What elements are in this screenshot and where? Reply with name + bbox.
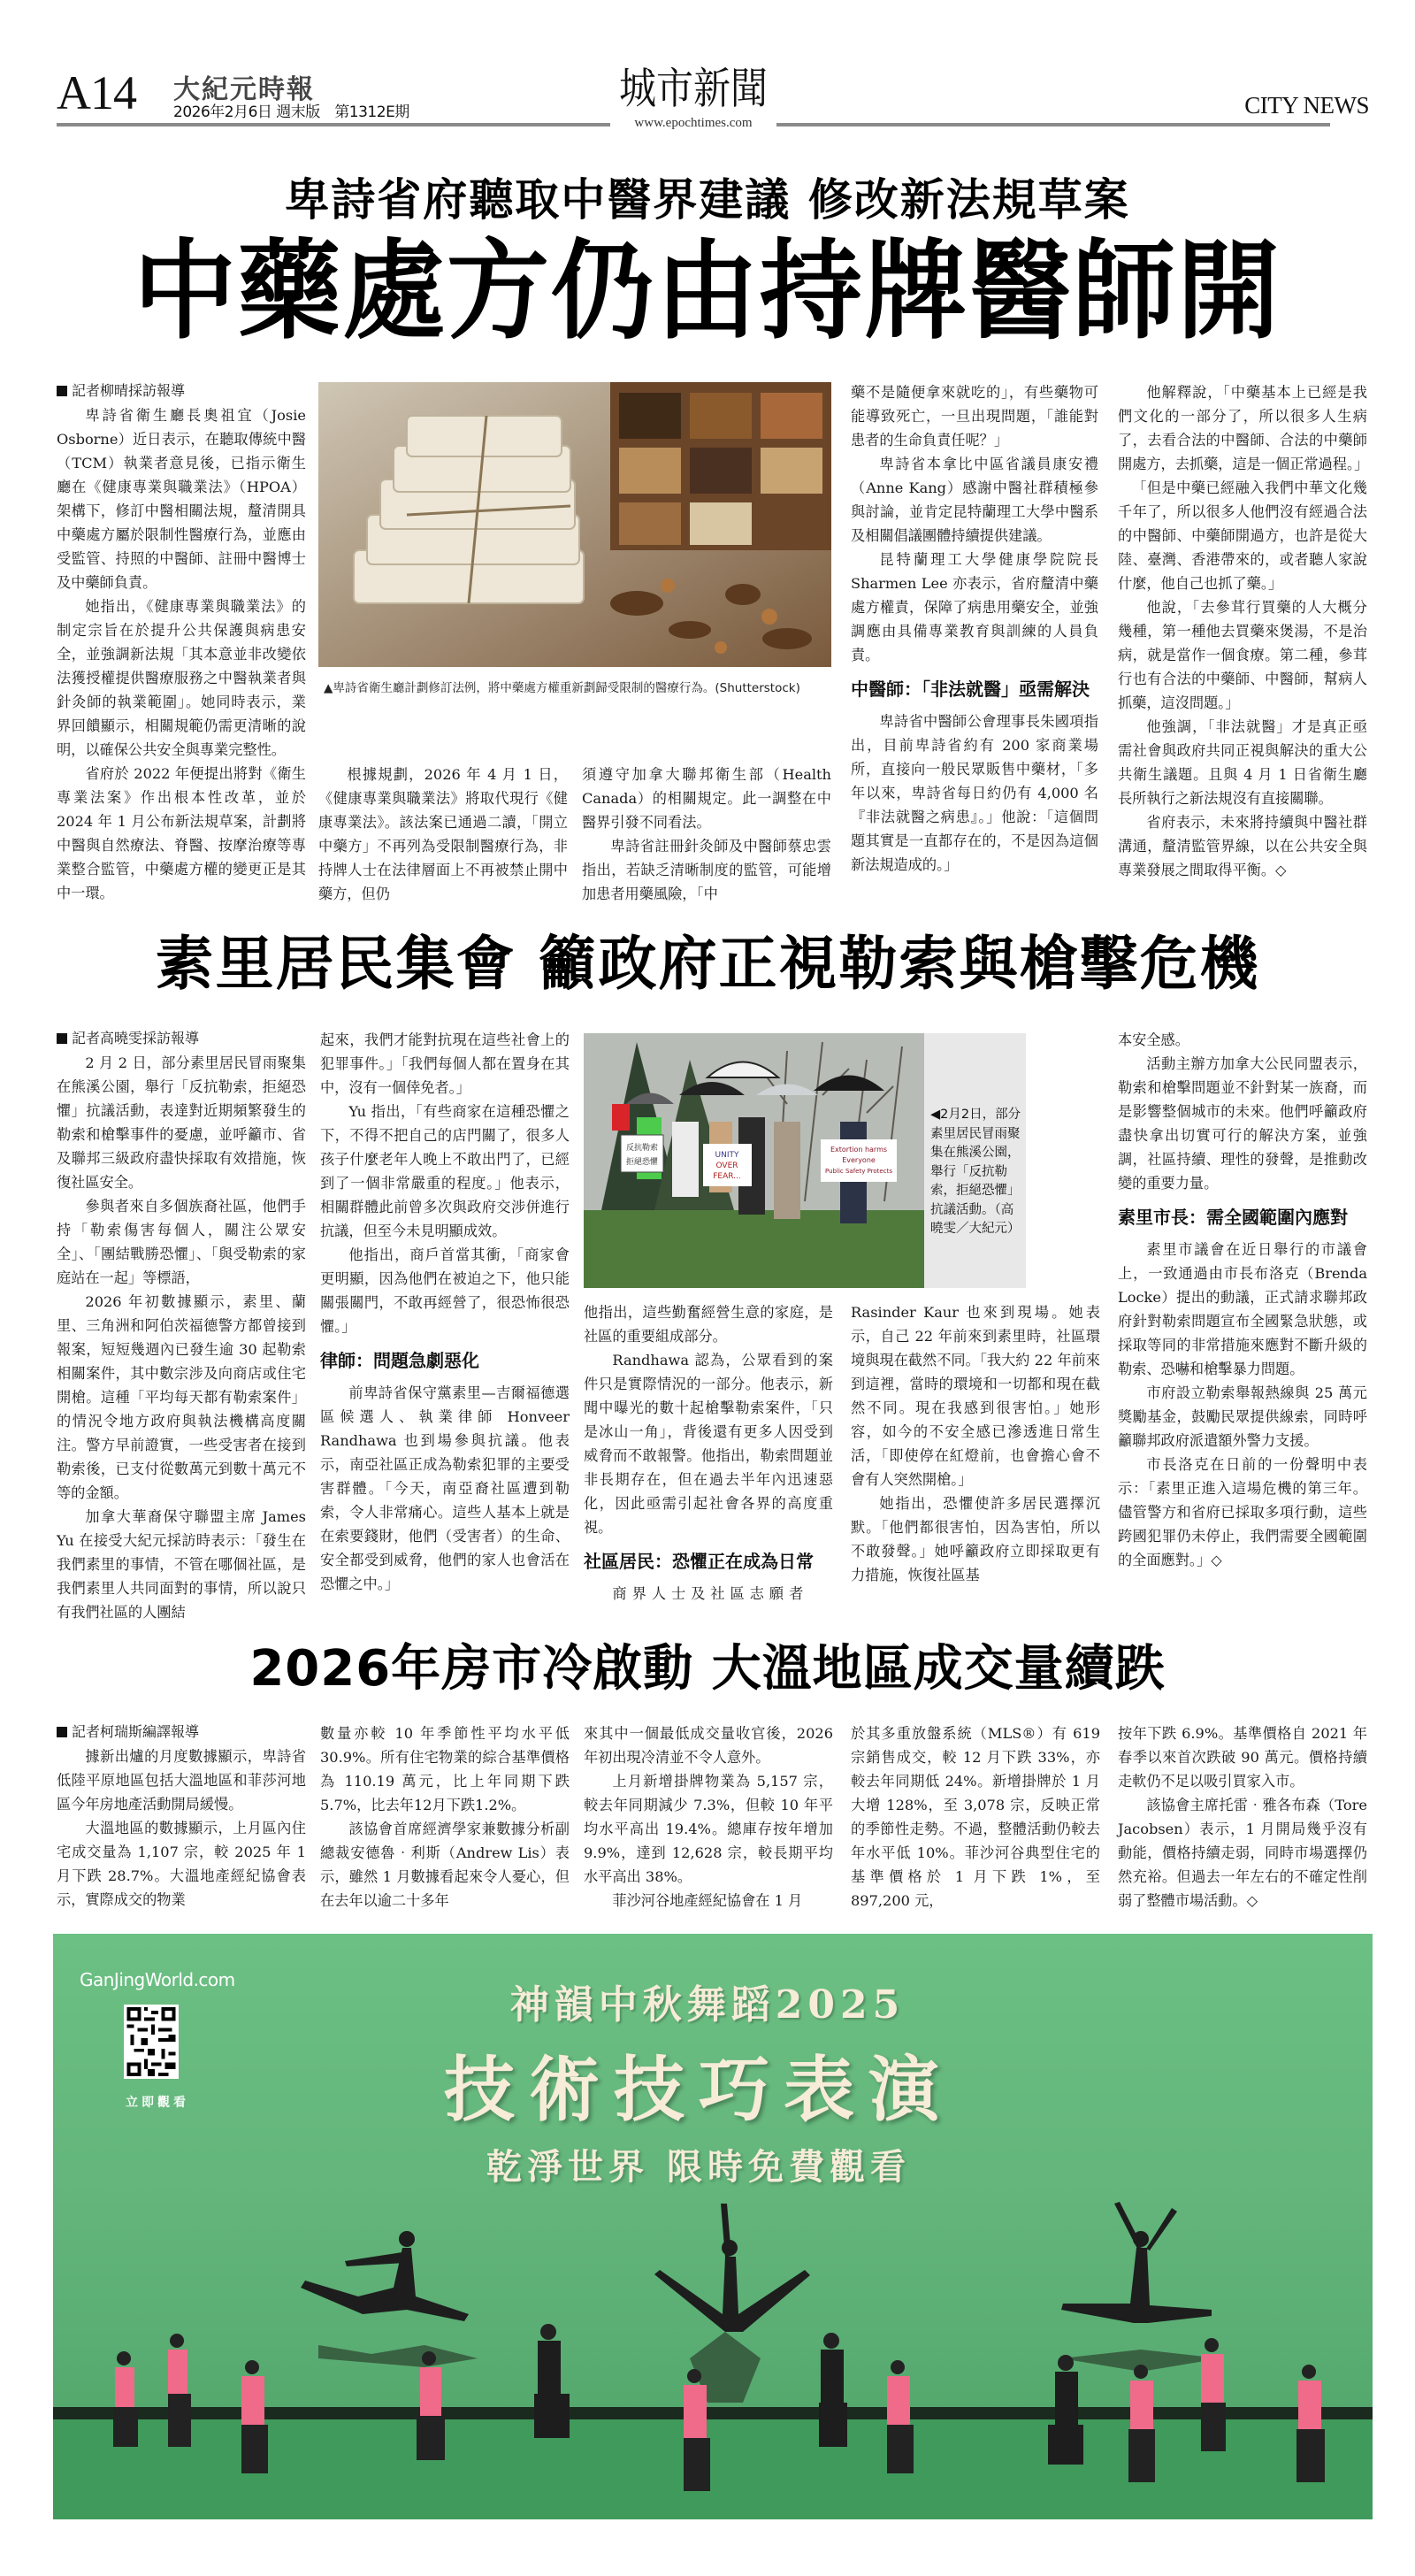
rally-umbrellas-image [584,1033,924,1288]
paragraph: 商界人士及社區志願者 [612,1585,809,1602]
article2-column-4 [851,1300,1100,1587]
paragraph: 根據規劃，2026 年 4 月 1 日，《健康專業與職業法》將取代現行《健康專業法》。該法案已通過二讀，「開立中藥方」不再列為受限制醫療行為，非持牌人士在法律層面上不再被禁止開中藥方，但仍 [318,766,568,902]
svg-text:UNITY: UNITY [715,1151,739,1160]
article2-subhead-lawyer: 律師：問題急劇惡化 [320,1350,479,1371]
svg-text:拒絕恐懼: 拒絕恐懼 [625,1158,659,1167]
paragraph: 菲沙河谷地產經紀協會在 1 月 [612,1892,803,1909]
article1-column-2 [318,763,568,906]
article1-subhead: 中醫師：「非法就醫」亟需解決 [851,678,1090,700]
paragraph: 該協會首席經濟學家兼數據分析副總裁安德魯‧利斯（Andrew Lis）表示，雖然 1 月數據看起來令人憂心，但在去年以逾二十多年 [320,1821,570,1909]
article1-photo [318,382,831,667]
paragraph: 昆特蘭理工大學健康學院院長 Sharmen Lee 亦表示，省府釐清中藥處方權責，保障了病患用藥安全，並強調應由具備專業教育與訓練的人員負責。 [851,551,1098,663]
ad-watch-now-label[interactable]: 立即觀看 [126,2096,189,2110]
article1-headline: 中藥處方仍由持牌醫師開 [134,228,1281,355]
svg-text:Extortion harms: Extortion harms [830,1146,888,1154]
ad-site-link[interactable]: GanJingWorld.com [80,1969,235,1990]
dancers-stage-image [53,2199,1373,2519]
section-title-english: CITY NEWS [1244,92,1369,119]
svg-text:反抗勒索: 反抗勒索 [625,1144,659,1153]
paragraph: 省府於 2022 年便提出將對《衛生專業法案》作出根本性改革，並於 2024 年 1 月公布新法規草案，計劃將中醫與自然療法、脊醫、按摩治療等專業整合監管，中藥處方權的變更正是其中一環。 [57,765,306,901]
article1-column-1 [57,380,306,905]
article3-column-5 [1118,1721,1367,1913]
paragraph: 須遵守加拿大聯邦衛生部（Health Canada）的相關規定。此一調整在中醫界引發不同看法。 [582,766,831,831]
article2-column-1 [57,1028,306,1624]
article3-column-2 [320,1721,570,1913]
paragraph: 加拿大華裔保守聯盟主席 James Yu 在接受大紀元採訪時表示：「發生在我們素里的事情，不管在哪個社區，是我們素里人共同面對的事情，所以說只有我們社區的人團結 [57,1508,306,1621]
paragraph: 市府設立勒索舉報熱線與 25 萬元獎勵基金，鼓勵民眾提供線索，同時呼籲聯邦政府派遣額外警力支援。 [1118,1384,1367,1449]
paragraph: 素里市議會在近日舉行的市議會上，一致通過由市長布洛克（Brenda Locke）提出的動議，正式請求聯邦政府針對勒索問題宣布全國緊急狀態，或採取等同的非常措施來應對不斷升級的勒索、恐嚇和槍擊暴力問題。 [1118,1241,1367,1377]
article1-photo-caption: ▲卑詩省衛生廳計劃修訂法例，將中藥處方權重新劃歸受限制的醫療行為。(Shutterstock) [324,681,800,695]
page-number: A14 [57,66,136,119]
paper-name-logo: 大紀元時報 [173,74,315,105]
paragraph: 2026 年初數據顯示，素里、蘭里、三角洲和阿伯茨福德警方都曾接到報案，短短幾週內已發生逾 30 起勒索相關案件，其中數宗涉及向商店或住宅開槍。這種「平均每天都有勒索案件」的情況令地方政府與執法機構高度關注。警方早前證實，一些受害者在接到勒索後，已支付從數萬元到數十萬元不等的金額。 [57,1293,306,1501]
advertisement-banner[interactable] [53,1934,1373,2519]
svg-text:Everyone: Everyone [842,1156,876,1164]
paragraph: 大溫地區的數據顯示，上月區內住宅成交量為 1,107 宗，較 2025 年 1 月下跌 28.7%。大溫地產經紀協會表示，實際成交的物業 [57,1820,306,1908]
paragraph: 他解釋說，「中藥基本上已經是我們文化的一部分了，所以很多人生病了，去看合法的中醫師、合法的中藥師開處方，去抓藥，這是一個正常過程。」 [1118,384,1369,472]
paragraph: 他指出，這些勤奮經營生意的家庭，是社區的重要組成部分。 [584,1304,833,1345]
article3-column-3 [584,1721,833,1913]
paragraph: 按年下跌 6.9%。基準價格自 2021 年春季以來首次跌破 90 萬元。價格持續走軟仍不足以吸引買家入市。 [1118,1725,1367,1790]
ad-title-line: 神韻中秋舞蹈2025 [509,1982,906,2028]
paragraph: 他強調，「非法就醫」才是真正亟需社會與政府共同正視與解決的重大公共衛生議題。且與 4 月 1 日省衛生廳長所執行之新法規沒有直接關聯。 [1118,718,1367,807]
paragraph: 據新出爐的月度數據顯示，卑詩省低陸平原地區包括大溫地區和菲莎河地區今年房地產活動開局緩慢。 [57,1748,306,1813]
paragraph: 卑詩省中醫師公會理事長朱國項指出，目前卑詩省約有 200 家商業場所，直接向一般民眾販售中藥材，「多年以來，卑詩省每日約仍有 4,000 名『非法就醫之病患』。」他說：「這個問題其實是一直都存在的，不是因為這個新法規造成的。」 [851,713,1098,873]
paragraph: 活動主辦方加拿大公民同盟表示，勒索和槍擊問題並不針對某一族裔，而是影響整個城市的未來。他們呼籲政府盡快拿出切實可行的解決方案，並強調，社區持續、理性的發聲，是推動改變的重要力量。 [1118,1055,1367,1192]
paragraph: 參與者來自多個族裔社區，他們手持「勒索傷害每個人，關注公眾安全」、「團結戰勝恐懼」、「與受勒索的家庭站在一起」等標語， [57,1198,306,1286]
article2-column-3 [584,1300,833,1606]
section-title: 城市新聞 [619,63,769,114]
article2-subhead-residents: 社區居民：恐懼正在成為日常 [584,1551,814,1572]
paragraph: 來其中一個最低成交量收官後，2026年初出現冷清並不令人意外。 [584,1725,833,1766]
svg-text:Public Safety Protects: Public Safety Protects [825,1168,892,1175]
paragraph: 省府表示，未來將持續與中醫社群溝通，釐清監管界線，以在公共安全與專業發展之間取得平衡。◇ [1118,814,1367,878]
article3-headline: 2026年房市冷啟動 大溫地區成交量續跌 [249,1640,1166,1698]
site-url[interactable]: www.epochtimes.com [610,116,776,131]
herb-packets-image [318,382,831,667]
article1-column-5 [1118,380,1367,882]
article2-byline: 記者高曉雯採訪報導 [57,1028,306,1049]
paragraph: 該協會主席托雷‧雅各布森（Tore Jacobsen）表示，1 月開局幾乎沒有動能，價格持續走弱，同時市場選擇仍然充裕。但過去一年左右的不確定性削弱了整體市場活動。◇ [1118,1797,1367,1909]
paragraph: Yu 指出，「有些商家在這種恐懼之下，不得不把自己的店門關了，很多人孩子什麼老年人晚上不敢出門了，已經到了一個非常嚴重的程度。」他表示，相關群體此前曾多次與政府交涉併進行抗議，但至今未見明顯成效。 [320,1103,570,1239]
qr-code-icon[interactable] [124,2005,179,2079]
square-bullet-icon [57,1727,67,1737]
paragraph: 2 月 2 日，部分素里居民冒雨聚集在熊溪公園，舉行「反抗勒索，拒絕恐懼」抗議活動，表達對近期頻繁發生的勒索和槍擊事件的憂慮，並呼籲市、省及聯邦三級政府盡快採取有效措施，恢復社區安全。 [57,1054,306,1191]
square-bullet-icon [57,386,67,396]
paragraph: 前卑詩省保守黨素里—吉爾福德選區候選人、執業律師 Honveer Randhawa 也到場參與抗議。他表示，南亞社區正成為勒索犯罪的主要受害群體。「今天，南亞裔社區遭到勒索，令人非常痛心。這些人基本上就是在索要錢財，他們（受害者）的生命、安全都受到威脅，他們的家人也會活在恐懼之中。」 [320,1384,570,1592]
article2-column-2 [320,1028,570,1596]
article2-headline: 素里居民集會 籲政府正視勒索與槍擊危機 [155,930,1260,998]
paragraph: 上月新增掛牌物業為 5,157 宗，較去年同期減少 7.3%，但較 10 年平均水平高出 19.4%。總庫存按年增加 9.9%，達到 12,628 宗，較長期平均水平高出 38%。 [584,1773,833,1885]
paragraph: 「但是中藥已經融入我們中華文化幾千年了，所以很多人他們沒有經過合法的中醫師、中藥師開過方，也許是從大陸、臺灣、香港帶來的，或者聽人家說什麼，他自己也抓了藥。」 [1118,479,1367,592]
svg-text:FEAR...: FEAR... [713,1172,741,1181]
article1-kicker: 卑詩省府聽取中醫界建議 修改新法規草案 [285,174,1130,226]
issue-date-line: 2026年2月6日 週末版 第1312E期 [173,104,409,121]
paragraph: 他指出，商戶首當其衝，「商家會更明顯，因為他們在被迫之下，他只能關張關門，不敢再經營了，很恐怖很恐懼。」 [320,1246,570,1335]
article3-byline: 記者柯瑞斯編譯報導 [57,1721,306,1743]
article2-photo [584,1033,924,1288]
article1-column-4 [851,380,1098,877]
svg-text:OVER: OVER [715,1162,738,1170]
square-bullet-icon [57,1033,67,1044]
article1-byline: 記者柳晴採訪報導 [57,380,306,402]
paragraph: 市長洛克在日前的一份聲明中表示：「素里正進入這場危機的第三年。儘管警方和省府已採取多項行動，這些跨國犯罪仍未停止，我們需要全國範圍的全面應對。」◇ [1118,1456,1367,1568]
paragraph: 卑詩省註冊針灸師及中醫師蔡忠雲指出，若缺乏清晰制度的監管，可能增加患者用藥風險，「中 [582,838,831,902]
paragraph: 於其多重放盤系統（MLS®）有 619 宗銷售成交，較 12 月下跌 33%，亦較去年同期低 24%。新增掛牌於 1 月大增 128%，至 3,078 宗，反映正常的季節性走勢。不過，整體活動仍較去年水平低 10%。菲沙河谷典型住宅的基準價格於 1 月下跌 1%，至 897,200 元， [851,1725,1100,1909]
paragraph: Randhawa 認為，公眾看到的案件只是實際情況的一部分。他表示，新聞中曝光的數十起槍擊勒索案件，「只是冰山一角」，背後還有更多人因受到威脅而不敢報警。他指出，勒索問題並非長期存在，但在過去半年內迅速惡化，因此亟需引起社會各界的高度重視。 [584,1352,833,1536]
paragraph: 本安全感。 [1118,1031,1189,1048]
paragraph: 藥不是隨便拿來就吃的」，有些藥物可能導致死亡，一旦出現問題，「誰能對患者的生命負責任呢？」 [851,384,1098,448]
paragraph: Rasinder Kaur 也來到現場。她表示，自己 22 年前來到素里時，社區環境與現在截然不同。「我大約 22 年前來到這裡，當時的環境和一切都和現在截然不同。現在我感到很害怕。」她形容，如今的不安全感已滲透進日常生活，「即使停在紅燈前，也會擔心會不會有人突然開槍。」 [851,1304,1100,1488]
paragraph: 卑詩省衛生廳長奧祖宜（Josie Osborne）近日表示，在聽取傳統中醫（TCM）執業者意見後，已指示衛生廳在《健康專業與職業法》（HPOA）架構下，修訂中醫相關法規，釐清開具中藥處方屬於限制性醫療行為，並應由受監管、持照的中醫師、註冊中醫博士及中藥師負責。 [57,407,306,591]
paragraph: 他說，「去參茸行買藥的人大概分幾種，第一種他去買藥來煲湯，不是治病，就是當作一個食療。第二種，參茸行也有合法的中藥師、中醫師，幫病人抓藥，這沒問題。」 [1118,599,1367,711]
paragraph: 她指出，恐懼使許多居民選擇沉默。「他們都很害怕，因為害怕，所以不敢發聲。」她呼籲政府立即採取更有力措施，恢復社區基 [851,1495,1100,1583]
ad-tagline: 乾淨世界 限時免費觀看 [486,2147,911,2188]
article1-column-3 [582,763,831,906]
article2-subhead-mayor: 素里市長：需全國範圍內應對 [1118,1207,1348,1228]
article3-column-4 [851,1721,1100,1913]
article3-column-1 [57,1721,306,1912]
ad-main-title: 技術技巧表演 [444,2048,953,2131]
paragraph: 她指出，《健康專業與職業法》的制定宗旨在於提升公共保護與病患安全，並強調新法規「其本意並非改變依法獲授權提供醫療服務之中醫執業者與針灸師的執業範圍」。她同時表示，業界回饋顯示，相關規範仍需更清晰的說明，以確保公共安全與專業完整性。 [57,598,306,758]
paragraph: 起來，我們才能對抗現在這些社會上的犯罪事件。」「我們每個人都在置身在其中，沒有一個倖免者。」 [320,1031,570,1096]
article2-photo-caption: ◀2月2日，部分素里居民冒雨聚集在熊溪公園，舉行「反抗勒索，拒絕恐懼」抗議活動。（高曉雯／大紀元） [930,1108,1021,1236]
paragraph: 卑詩省本拿比中區省議員康安禮（Anne Kang）感謝中醫社群積極參與討論，並肯定昆特蘭理工大學中醫系及相關倡議團體持續提供建議。 [851,456,1098,544]
article2-column-5 [1118,1028,1367,1572]
paragraph: 數量亦較 10 年季節性平均水平低 30.9%。所有住宅物業的綜合基準價格為 110.19 萬元，比上年同期下跌5.7%，比去年12月下跌1.2%。 [320,1725,570,1813]
